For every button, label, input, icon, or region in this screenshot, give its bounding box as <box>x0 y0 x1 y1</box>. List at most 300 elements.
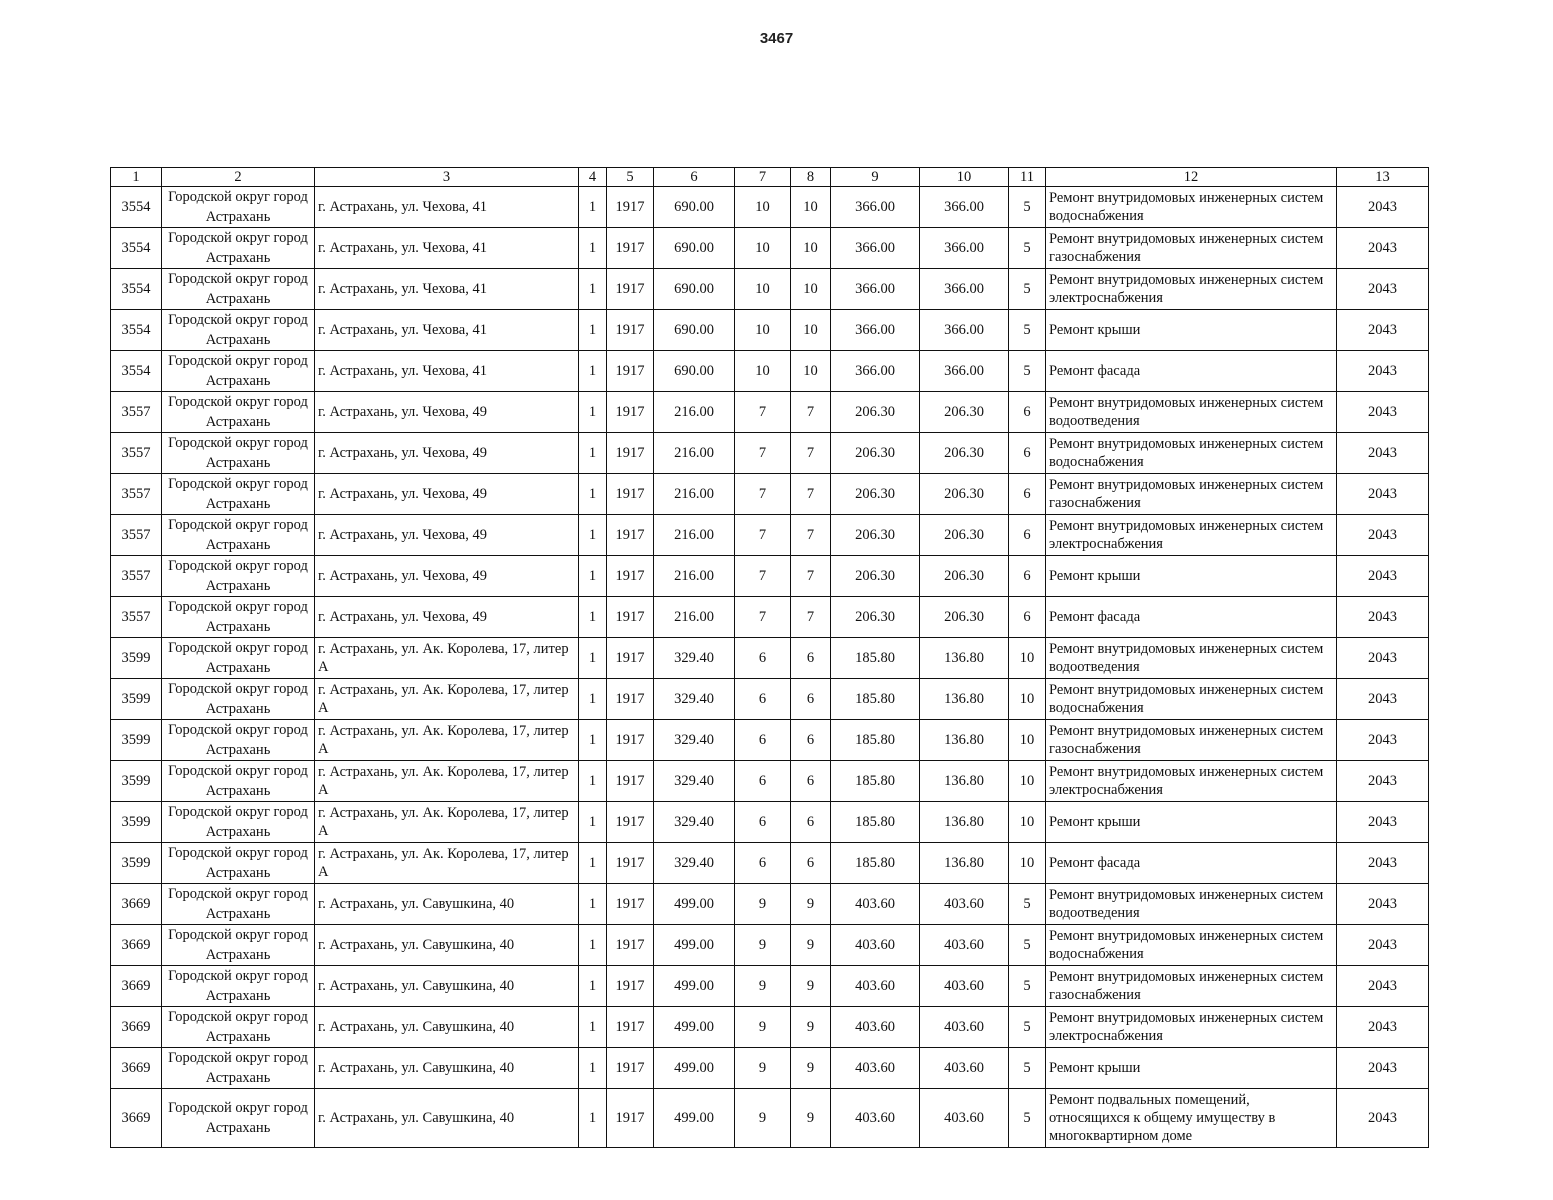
cell-year-built: 1917 <box>607 310 654 351</box>
table-row <box>111 843 1429 884</box>
table-row <box>111 597 1429 638</box>
cell-col-11: 5 <box>1009 351 1046 392</box>
cell-record-number: 3557 <box>111 474 162 515</box>
table-row <box>111 638 1429 679</box>
cell-work-type: Ремонт внутридомовых инженерных систем электроснабжения <box>1046 1007 1337 1048</box>
table-row <box>111 802 1429 843</box>
cell-municipality: Городской округ город Астрахань <box>162 720 315 761</box>
cell-col-8: 9 <box>791 925 831 966</box>
table-row <box>111 310 1429 351</box>
cell-work-type: Ремонт внутридомовых инженерных систем водоотведения <box>1046 638 1337 679</box>
cell-total-area: 216.00 <box>654 392 735 433</box>
cell-record-number: 3669 <box>111 925 162 966</box>
cell-municipality: Городской округ город Астрахань <box>162 433 315 474</box>
cell-col-4: 1 <box>579 884 607 925</box>
table-row <box>111 1007 1429 1048</box>
cell-record-number: 3669 <box>111 1089 162 1148</box>
cell-col-8: 7 <box>791 515 831 556</box>
cell-municipality: Городской округ город Астрахань <box>162 515 315 556</box>
cell-record-number: 3669 <box>111 1048 162 1089</box>
cell-municipality: Городской округ город Астрахань <box>162 843 315 884</box>
cell-living-area: 185.80 <box>831 802 920 843</box>
cell-col-7: 9 <box>735 925 791 966</box>
cell-work-type: Ремонт фасада <box>1046 597 1337 638</box>
column-header-1: 1 <box>111 168 162 187</box>
cell-year-built: 1917 <box>607 474 654 515</box>
cell-col-11: 5 <box>1009 1048 1046 1089</box>
cell-col-11: 5 <box>1009 884 1046 925</box>
cell-record-number: 3599 <box>111 843 162 884</box>
cell-living-area: 403.60 <box>831 1089 920 1148</box>
cell-living-area: 185.80 <box>831 761 920 802</box>
cell-work-type: Ремонт внутридомовых инженерных систем электроснабжения <box>1046 761 1337 802</box>
cell-address: г. Астрахань, ул. Савушкина, 40 <box>315 1048 579 1089</box>
cell-living-area: 366.00 <box>831 351 920 392</box>
cell-record-number: 3599 <box>111 802 162 843</box>
cell-record-number: 3554 <box>111 310 162 351</box>
table-row <box>111 269 1429 310</box>
cell-work-type: Ремонт внутридомовых инженерных систем водоотведения <box>1046 884 1337 925</box>
cell-col-4: 1 <box>579 392 607 433</box>
cell-col-7: 7 <box>735 515 791 556</box>
cell-work-type: Ремонт крыши <box>1046 310 1337 351</box>
column-header-12: 12 <box>1046 168 1337 187</box>
cell-col-10: 366.00 <box>920 269 1009 310</box>
cell-col-4: 1 <box>579 843 607 884</box>
cell-planned-year: 2043 <box>1337 351 1429 392</box>
cell-year-built: 1917 <box>607 1007 654 1048</box>
cell-municipality: Городской округ город Астрахань <box>162 966 315 1007</box>
cell-total-area: 690.00 <box>654 351 735 392</box>
cell-col-11: 6 <box>1009 433 1046 474</box>
cell-municipality: Городской округ город Астрахань <box>162 310 315 351</box>
cell-year-built: 1917 <box>607 228 654 269</box>
cell-address: г. Астрахань, ул. Чехова, 49 <box>315 556 579 597</box>
cell-municipality: Городской округ город Астрахань <box>162 761 315 802</box>
cell-year-built: 1917 <box>607 720 654 761</box>
cell-col-4: 1 <box>579 351 607 392</box>
cell-col-4: 1 <box>579 802 607 843</box>
cell-year-built: 1917 <box>607 187 654 228</box>
cell-col-7: 7 <box>735 433 791 474</box>
cell-work-type: Ремонт крыши <box>1046 802 1337 843</box>
cell-record-number: 3669 <box>111 966 162 1007</box>
table-row <box>111 720 1429 761</box>
cell-total-area: 499.00 <box>654 925 735 966</box>
cell-col-8: 7 <box>791 474 831 515</box>
cell-col-8: 6 <box>791 638 831 679</box>
column-header-9: 9 <box>831 168 920 187</box>
cell-planned-year: 2043 <box>1337 228 1429 269</box>
cell-planned-year: 2043 <box>1337 556 1429 597</box>
cell-planned-year: 2043 <box>1337 720 1429 761</box>
cell-year-built: 1917 <box>607 269 654 310</box>
cell-work-type: Ремонт внутридомовых инженерных систем газоснабжения <box>1046 720 1337 761</box>
cell-year-built: 1917 <box>607 1048 654 1089</box>
cell-planned-year: 2043 <box>1337 392 1429 433</box>
cell-col-10: 136.80 <box>920 638 1009 679</box>
cell-total-area: 499.00 <box>654 1007 735 1048</box>
cell-col-7: 6 <box>735 843 791 884</box>
cell-address: г. Астрахань, ул. Савушкина, 40 <box>315 925 579 966</box>
cell-living-area: 366.00 <box>831 310 920 351</box>
cell-planned-year: 2043 <box>1337 269 1429 310</box>
cell-col-11: 5 <box>1009 228 1046 269</box>
cell-living-area: 206.30 <box>831 474 920 515</box>
cell-work-type: Ремонт фасада <box>1046 843 1337 884</box>
cell-address: г. Астрахань, ул. Савушкина, 40 <box>315 884 579 925</box>
cell-col-10: 403.60 <box>920 1007 1009 1048</box>
cell-col-4: 1 <box>579 433 607 474</box>
column-header-row <box>111 168 1429 187</box>
cell-col-4: 1 <box>579 187 607 228</box>
cell-record-number: 3599 <box>111 761 162 802</box>
cell-col-10: 136.80 <box>920 720 1009 761</box>
cell-address: г. Астрахань, ул. Ак. Королева, 17, литер А <box>315 679 579 720</box>
cell-col-7: 10 <box>735 187 791 228</box>
cell-work-type: Ремонт внутридомовых инженерных систем электроснабжения <box>1046 269 1337 310</box>
cell-record-number: 3557 <box>111 515 162 556</box>
table-row <box>111 556 1429 597</box>
cell-year-built: 1917 <box>607 802 654 843</box>
cell-col-11: 6 <box>1009 597 1046 638</box>
cell-living-area: 366.00 <box>831 269 920 310</box>
cell-col-8: 6 <box>791 761 831 802</box>
cell-col-8: 9 <box>791 884 831 925</box>
cell-col-8: 7 <box>791 597 831 638</box>
cell-col-8: 9 <box>791 1048 831 1089</box>
cell-col-4: 1 <box>579 228 607 269</box>
cell-living-area: 366.00 <box>831 228 920 269</box>
cell-record-number: 3599 <box>111 720 162 761</box>
cell-record-number: 3669 <box>111 1007 162 1048</box>
cell-total-area: 329.40 <box>654 802 735 843</box>
cell-living-area: 403.60 <box>831 925 920 966</box>
cell-municipality: Городской округ город Астрахань <box>162 597 315 638</box>
cell-col-8: 10 <box>791 351 831 392</box>
cell-col-10: 403.60 <box>920 966 1009 1007</box>
cell-municipality: Городской округ город Астрахань <box>162 638 315 679</box>
cell-address: г. Астрахань, ул. Чехова, 41 <box>315 310 579 351</box>
cell-year-built: 1917 <box>607 638 654 679</box>
cell-address: г. Астрахань, ул. Чехова, 41 <box>315 187 579 228</box>
cell-record-number: 3599 <box>111 679 162 720</box>
cell-col-7: 6 <box>735 720 791 761</box>
cell-col-11: 10 <box>1009 802 1046 843</box>
cell-total-area: 329.40 <box>654 679 735 720</box>
cell-col-7: 10 <box>735 269 791 310</box>
cell-total-area: 499.00 <box>654 884 735 925</box>
cell-total-area: 690.00 <box>654 228 735 269</box>
cell-living-area: 403.60 <box>831 884 920 925</box>
cell-planned-year: 2043 <box>1337 1048 1429 1089</box>
cell-total-area: 329.40 <box>654 843 735 884</box>
cell-planned-year: 2043 <box>1337 843 1429 884</box>
cell-work-type: Ремонт внутридомовых инженерных систем водоснабжения <box>1046 433 1337 474</box>
cell-record-number: 3599 <box>111 638 162 679</box>
cell-planned-year: 2043 <box>1337 884 1429 925</box>
column-header-4: 4 <box>579 168 607 187</box>
cell-living-area: 403.60 <box>831 1007 920 1048</box>
cell-municipality: Городской округ город Астрахань <box>162 1089 315 1148</box>
cell-living-area: 366.00 <box>831 187 920 228</box>
cell-col-4: 1 <box>579 638 607 679</box>
cell-planned-year: 2043 <box>1337 966 1429 1007</box>
cell-col-7: 6 <box>735 679 791 720</box>
cell-planned-year: 2043 <box>1337 1089 1429 1148</box>
cell-year-built: 1917 <box>607 556 654 597</box>
cell-col-4: 1 <box>579 310 607 351</box>
cell-col-4: 1 <box>579 966 607 1007</box>
cell-work-type: Ремонт внутридомовых инженерных систем водоснабжения <box>1046 187 1337 228</box>
cell-address: г. Астрахань, ул. Чехова, 49 <box>315 392 579 433</box>
cell-work-type: Ремонт внутридомовых инженерных систем газоснабжения <box>1046 228 1337 269</box>
cell-col-7: 7 <box>735 597 791 638</box>
cell-col-10: 366.00 <box>920 228 1009 269</box>
cell-record-number: 3557 <box>111 556 162 597</box>
cell-col-8: 9 <box>791 1007 831 1048</box>
cell-col-4: 1 <box>579 679 607 720</box>
table-row <box>111 351 1429 392</box>
cell-address: г. Астрахань, ул. Чехова, 49 <box>315 474 579 515</box>
cell-record-number: 3554 <box>111 228 162 269</box>
cell-col-10: 136.80 <box>920 802 1009 843</box>
cell-municipality: Городской округ город Астрахань <box>162 925 315 966</box>
capital-repair-register-table <box>110 167 1429 1148</box>
cell-col-8: 6 <box>791 679 831 720</box>
cell-planned-year: 2043 <box>1337 310 1429 351</box>
column-header-10: 10 <box>920 168 1009 187</box>
cell-planned-year: 2043 <box>1337 474 1429 515</box>
cell-address: г. Астрахань, ул. Чехова, 49 <box>315 515 579 556</box>
cell-total-area: 690.00 <box>654 187 735 228</box>
cell-col-10: 206.30 <box>920 556 1009 597</box>
cell-col-10: 206.30 <box>920 392 1009 433</box>
cell-work-type: Ремонт внутридомовых инженерных систем газоснабжения <box>1046 966 1337 1007</box>
cell-municipality: Городской округ город Астрахань <box>162 884 315 925</box>
cell-total-area: 499.00 <box>654 1048 735 1089</box>
table-row <box>111 1089 1429 1148</box>
cell-living-area: 185.80 <box>831 679 920 720</box>
cell-col-11: 10 <box>1009 638 1046 679</box>
cell-col-10: 403.60 <box>920 1089 1009 1148</box>
cell-col-8: 7 <box>791 433 831 474</box>
cell-municipality: Городской округ город Астрахань <box>162 802 315 843</box>
cell-col-8: 10 <box>791 310 831 351</box>
table-row <box>111 474 1429 515</box>
cell-municipality: Городской округ город Астрахань <box>162 1048 315 1089</box>
cell-col-8: 6 <box>791 720 831 761</box>
cell-col-7: 6 <box>735 761 791 802</box>
cell-work-type: Ремонт крыши <box>1046 1048 1337 1089</box>
cell-col-8: 6 <box>791 802 831 843</box>
table-row <box>111 884 1429 925</box>
cell-work-type: Ремонт внутридомовых инженерных систем водоснабжения <box>1046 925 1337 966</box>
cell-col-4: 1 <box>579 1007 607 1048</box>
cell-municipality: Городской округ город Астрахань <box>162 679 315 720</box>
cell-total-area: 329.40 <box>654 720 735 761</box>
cell-total-area: 499.00 <box>654 1089 735 1148</box>
cell-col-8: 10 <box>791 187 831 228</box>
cell-col-11: 6 <box>1009 392 1046 433</box>
cell-col-10: 403.60 <box>920 925 1009 966</box>
cell-col-11: 5 <box>1009 966 1046 1007</box>
cell-total-area: 499.00 <box>654 966 735 1007</box>
cell-col-11: 10 <box>1009 843 1046 884</box>
cell-address: г. Астрахань, ул. Савушкина, 40 <box>315 1089 579 1148</box>
cell-municipality: Городской округ город Астрахань <box>162 269 315 310</box>
cell-address: г. Астрахань, ул. Ак. Королева, 17, литер А <box>315 843 579 884</box>
cell-col-7: 10 <box>735 351 791 392</box>
cell-col-10: 403.60 <box>920 1048 1009 1089</box>
table-row <box>111 679 1429 720</box>
table-row <box>111 392 1429 433</box>
cell-record-number: 3554 <box>111 351 162 392</box>
cell-address: г. Астрахань, ул. Чехова, 41 <box>315 351 579 392</box>
cell-total-area: 216.00 <box>654 474 735 515</box>
cell-planned-year: 2043 <box>1337 515 1429 556</box>
cell-living-area: 206.30 <box>831 597 920 638</box>
cell-col-11: 6 <box>1009 474 1046 515</box>
cell-col-11: 10 <box>1009 720 1046 761</box>
cell-living-area: 206.30 <box>831 556 920 597</box>
table-row <box>111 187 1429 228</box>
cell-address: г. Астрахань, ул. Ак. Королева, 17, литер А <box>315 802 579 843</box>
cell-col-4: 1 <box>579 515 607 556</box>
column-header-2: 2 <box>162 168 315 187</box>
cell-municipality: Городской округ город Астрахань <box>162 474 315 515</box>
table-row <box>111 761 1429 802</box>
cell-record-number: 3557 <box>111 597 162 638</box>
cell-col-4: 1 <box>579 720 607 761</box>
cell-col-8: 7 <box>791 556 831 597</box>
cell-planned-year: 2043 <box>1337 433 1429 474</box>
cell-record-number: 3557 <box>111 433 162 474</box>
cell-work-type: Ремонт фасада <box>1046 351 1337 392</box>
cell-col-4: 1 <box>579 1089 607 1148</box>
cell-col-7: 10 <box>735 228 791 269</box>
cell-record-number: 3554 <box>111 269 162 310</box>
cell-col-10: 366.00 <box>920 351 1009 392</box>
cell-col-8: 9 <box>791 966 831 1007</box>
cell-col-11: 5 <box>1009 187 1046 228</box>
cell-planned-year: 2043 <box>1337 802 1429 843</box>
cell-total-area: 216.00 <box>654 515 735 556</box>
cell-col-11: 5 <box>1009 310 1046 351</box>
cell-year-built: 1917 <box>607 433 654 474</box>
cell-col-4: 1 <box>579 556 607 597</box>
cell-year-built: 1917 <box>607 966 654 1007</box>
cell-address: г. Астрахань, ул. Савушкина, 40 <box>315 966 579 1007</box>
cell-address: г. Астрахань, ул. Чехова, 41 <box>315 269 579 310</box>
table-row <box>111 925 1429 966</box>
cell-total-area: 690.00 <box>654 310 735 351</box>
cell-municipality: Городской округ город Астрахань <box>162 556 315 597</box>
cell-col-7: 7 <box>735 556 791 597</box>
cell-col-11: 6 <box>1009 515 1046 556</box>
cell-col-7: 9 <box>735 966 791 1007</box>
cell-address: г. Астрахань, ул. Савушкина, 40 <box>315 1007 579 1048</box>
table-row <box>111 433 1429 474</box>
cell-address: г. Астрахань, ул. Чехова, 49 <box>315 597 579 638</box>
cell-col-8: 6 <box>791 843 831 884</box>
cell-year-built: 1917 <box>607 925 654 966</box>
cell-year-built: 1917 <box>607 597 654 638</box>
column-header-8: 8 <box>791 168 831 187</box>
cell-municipality: Городской округ город Астрахань <box>162 392 315 433</box>
cell-col-7: 10 <box>735 310 791 351</box>
cell-col-10: 136.80 <box>920 843 1009 884</box>
cell-col-11: 6 <box>1009 556 1046 597</box>
cell-planned-year: 2043 <box>1337 925 1429 966</box>
table-row <box>111 966 1429 1007</box>
cell-planned-year: 2043 <box>1337 187 1429 228</box>
cell-total-area: 329.40 <box>654 638 735 679</box>
cell-planned-year: 2043 <box>1337 679 1429 720</box>
cell-col-7: 6 <box>735 802 791 843</box>
page-number: 3467 <box>759 30 794 47</box>
cell-living-area: 206.30 <box>831 433 920 474</box>
cell-address: г. Астрахань, ул. Ак. Королева, 17, литер А <box>315 638 579 679</box>
cell-col-11: 10 <box>1009 761 1046 802</box>
cell-total-area: 216.00 <box>654 556 735 597</box>
cell-planned-year: 2043 <box>1337 597 1429 638</box>
cell-address: г. Астрахань, ул. Ак. Королева, 17, литер А <box>315 761 579 802</box>
cell-year-built: 1917 <box>607 1089 654 1148</box>
cell-record-number: 3669 <box>111 884 162 925</box>
cell-year-built: 1917 <box>607 392 654 433</box>
cell-col-11: 5 <box>1009 1089 1046 1148</box>
cell-col-11: 5 <box>1009 1007 1046 1048</box>
cell-col-10: 366.00 <box>920 310 1009 351</box>
cell-col-7: 7 <box>735 474 791 515</box>
cell-planned-year: 2043 <box>1337 1007 1429 1048</box>
cell-municipality: Городской округ город Астрахань <box>162 351 315 392</box>
cell-col-8: 9 <box>791 1089 831 1148</box>
cell-col-10: 136.80 <box>920 679 1009 720</box>
cell-col-7: 9 <box>735 1089 791 1148</box>
column-header-13: 13 <box>1337 168 1429 187</box>
cell-col-10: 136.80 <box>920 761 1009 802</box>
cell-work-type: Ремонт внутридомовых инженерных систем водоотведения <box>1046 392 1337 433</box>
cell-col-4: 1 <box>579 925 607 966</box>
cell-living-area: 403.60 <box>831 966 920 1007</box>
cell-living-area: 206.30 <box>831 515 920 556</box>
cell-living-area: 185.80 <box>831 720 920 761</box>
table-row <box>111 1048 1429 1089</box>
cell-col-10: 206.30 <box>920 515 1009 556</box>
cell-col-7: 9 <box>735 1007 791 1048</box>
cell-year-built: 1917 <box>607 843 654 884</box>
cell-col-10: 403.60 <box>920 884 1009 925</box>
column-header-6: 6 <box>654 168 735 187</box>
cell-col-10: 206.30 <box>920 433 1009 474</box>
cell-total-area: 216.00 <box>654 433 735 474</box>
cell-total-area: 216.00 <box>654 597 735 638</box>
cell-work-type: Ремонт внутридомовых инженерных систем электроснабжения <box>1046 515 1337 556</box>
cell-year-built: 1917 <box>607 884 654 925</box>
cell-total-area: 690.00 <box>654 269 735 310</box>
cell-year-built: 1917 <box>607 351 654 392</box>
cell-col-4: 1 <box>579 474 607 515</box>
cell-municipality: Городской округ город Астрахань <box>162 1007 315 1048</box>
cell-living-area: 185.80 <box>831 638 920 679</box>
cell-year-built: 1917 <box>607 679 654 720</box>
cell-year-built: 1917 <box>607 515 654 556</box>
cell-address: г. Астрахань, ул. Ак. Королева, 17, литер А <box>315 720 579 761</box>
cell-col-4: 1 <box>579 761 607 802</box>
cell-col-4: 1 <box>579 1048 607 1089</box>
